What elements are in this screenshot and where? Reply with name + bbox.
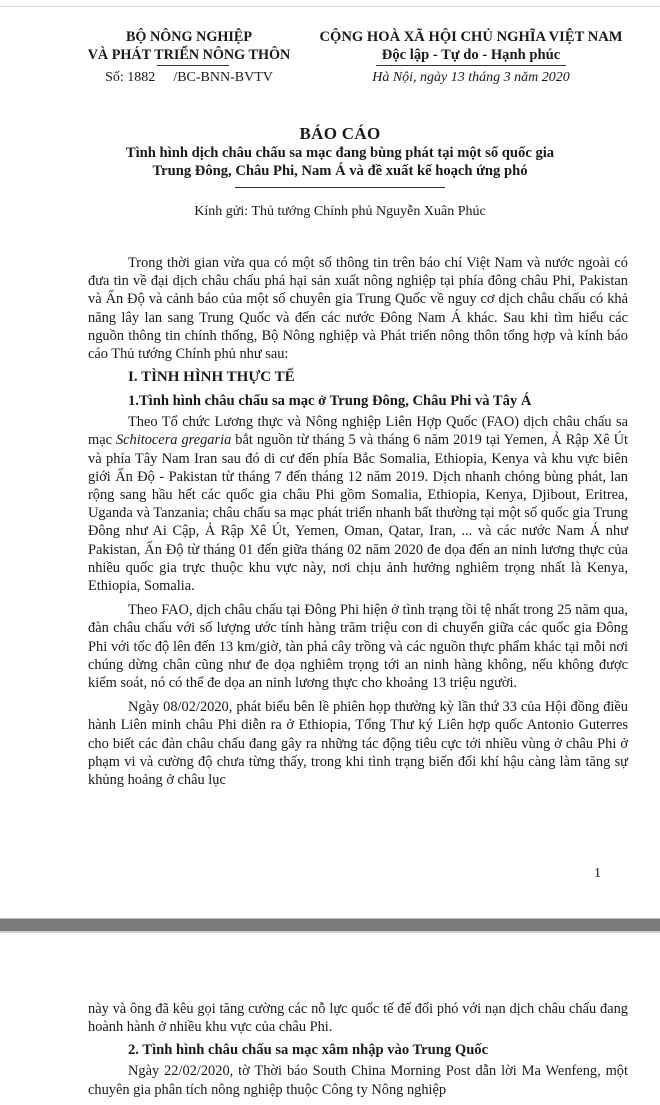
intro-paragraph: Trong thời gian vừa qua có một số thông tin trên báo chí Việt Nam và nước ngoài có đưa tin về đại dịch châu chấu phá hại sản xuất nông nghiệp tại phía đông châu Phi, Pakistan và Ấn Độ và cảnh báo của một số chuyên gia Trung Quốc về nguy cơ dịch châu chấu có khả năng lây lan sang Trung Quốc và đến các nước Đông Nam Á khác. Sau khi tìm hiểu các nguồn thông tin chính thống, Bộ Nông nghiệp và Phát triển nông thôn tổng hợp và kính báo cáo Thủ tướng Chính phủ như sau: (88, 255, 628, 363)
place-and-date: Hà Nội, ngày 13 tháng 3 năm 2020 (372, 70, 570, 85)
page-number: 1 (594, 866, 601, 881)
addressee: Kính gửi: Thủ tướng Chính phủ Nguyễn Xuân Phúc (194, 204, 486, 219)
report-title: BÁO CÁO (299, 124, 381, 143)
subsection-heading-china: 2. Tình hình châu chấu sa mạc xâm nhập vào Trung Quốc (128, 1042, 489, 1059)
document-number (80, 69, 298, 87)
national-motto: Độc lập - Tự do - Hạnh phúc (381, 47, 561, 63)
motto-underline (376, 65, 566, 66)
section-heading-situation: I. TÌNH HÌNH THỰC TẾ (128, 369, 295, 386)
ministry-header (80, 28, 298, 87)
document-number-prefix: Số: 1882 (105, 70, 156, 85)
ministry-name-line1: BỘ NÔNG NGHIỆP (125, 29, 253, 45)
report-subtitle-line1: Tình hình dịch châu chấu sa mạc đang bùng phát tại một số quốc gia (125, 145, 555, 161)
subsection-heading-middle-east-africa: 1.Tình hình châu chấu sa mạc ở Trung Đông, Châu Phi và Tây Á (128, 393, 532, 410)
title-underline (235, 187, 445, 188)
species-name: Schitocera gregaria (115, 432, 232, 449)
report-title-block (60, 124, 620, 220)
scmp-paragraph: Ngày 22/02/2020, tờ Thời báo South China Morning Post dẫn lời Ma Wenfeng, một chuyên gia phân tích nông nghiệp thuộc Công ty Nông nghiệp (88, 1063, 628, 1098)
guterres-paragraph: Ngày 08/02/2020, phát biểu bên lề phiên họp thường kỳ lần thứ 33 của Hội đồng điều hành Liên minh châu Phi diễn ra ở Ethiopia, Tổng Thư ký Liên hợp quốc Antonio Guterres cho biết các đàn châu chấu đang gây ra những tác động tiêu cực tới nhiều vùng ở châu Phi ở phạm vi và cường độ chưa từng thấy, trong khi tình trạng biến đổi khí hậu càng làm tăng sự khủng hoảng ở châu lục (88, 699, 628, 789)
ministry-name-line2: VÀ PHÁT TRIỂN NÔNG THÔN (87, 47, 291, 63)
fao-paragraph (88, 413, 628, 595)
east-africa-paragraph: Theo FAO, dịch châu chấu tại Đông Phi hiện ở tình trạng tồi tệ nhất trong 25 năm qua, đàn châu chấu với số lượng ước tính hàng trăm triệu con di chuyển giữa các quốc gia Đông Phi với tốc độ lên đến 13 km/giờ, tàn phá cây trồng và các nguồn thực phẩm khác tại mỗi nơi chúng dừng chân cũng như đe dọa nghiêm trọng tới an ninh hàng không, nếu không được kiểm soát, nó có thể đe dọa an ninh lương thực cho khoảng 13 triệu người. (88, 602, 628, 692)
national-header (308, 28, 634, 87)
report-subtitle-line2: Trung Đông, Châu Phi, Nam Á và đề xuất kế hoạch ứng phó (152, 163, 528, 179)
document-number-suffix: /BC-BNN-BVTV (173, 70, 273, 85)
page1-body (88, 254, 628, 789)
continuation-paragraph: này và ông đã kêu gọi tăng cường các nỗ lực quốc tế để đối phó với nạn dịch châu chấu đang hoành hành ở nhiều khu vực của châu Phi. (88, 1001, 628, 1036)
country-name: CỘNG HOÀ XÃ HỘI CHỦ NGHĨA VIỆT NAM (319, 29, 623, 45)
viewer-top-border (0, 6, 660, 7)
ministry-underline (157, 65, 229, 66)
page2-body (88, 1000, 628, 1099)
fao-paragraph-start: Theo Tổ chức Lương thực và Nông nghiệp Liên Hợp Quốc (FAO) dịch châu chấu sa mạc (88, 414, 628, 449)
fao-paragraph-rest: bắt nguồn từ tháng 5 và tháng 6 năm 2019 tại Yemen, Ả Rập Xê Út và phía Tây Nam Iran sau đó di cư đến phía Bắc Somalia, Ethiopia, Kenya và khu vực biên giới Ấn Độ - Pakistan từ tháng 7 đến tháng 12 năm 2019. Dịch nhanh chóng bùng phát, lan rộng sang hầu hết các quốc gia châu Phi gồm Somalia, Ethiopia, Kenya, Djibout, Eritrea, Uganda và Tanzania; châu chấu sa mạc phát triển nhanh bất thường tại một số quốc gia Trung Đông như Ai Cập, Ả Rập Xê Út, Yemen, Oman, Qatar, Iran, ... và các nước Nam Á như Pakistan, Ấn Độ từ tháng 01 đến giữa tháng 02 năm 2020 đe dọa đến an ninh lương thực của nhiều quốc gia trực thuộc khu vực này, nơi chịu ảnh hưởng nghiêm trọng nhất là Kenya, Ethiopia, Somalia. (88, 432, 628, 595)
page-separator (0, 918, 660, 933)
